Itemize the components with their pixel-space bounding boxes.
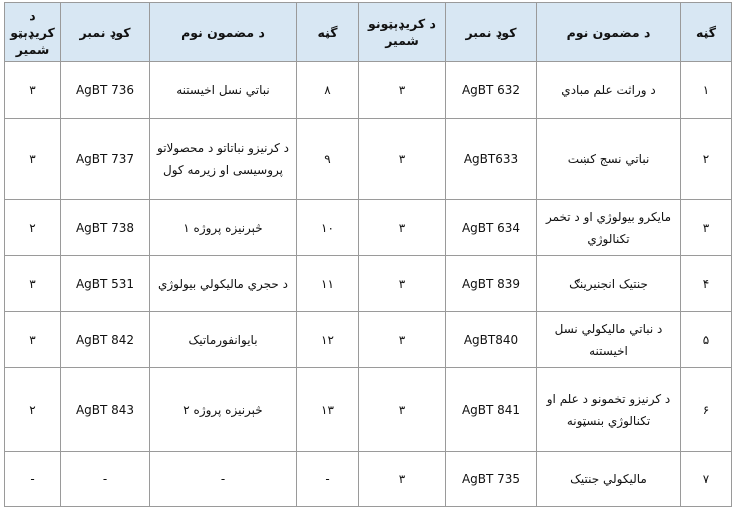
- course-title: نباتي نسج کښت: [537, 119, 681, 200]
- courses-table: [4, 2, 732, 507]
- course-code: AgBT840: [446, 312, 537, 368]
- course-title: څېرنیزه پروژه ۲: [150, 368, 297, 452]
- row-number: ۹: [297, 119, 359, 200]
- course-code: AgBT 843: [61, 368, 150, 452]
- row-number: ۱۳: [297, 368, 359, 452]
- header-title-left: د مضمون نوم: [150, 3, 297, 62]
- header-credits-left: د کریډېټو شمیر: [5, 3, 61, 62]
- row-number: ۳: [681, 200, 732, 256]
- credit-count: ۳: [359, 256, 446, 312]
- course-code: AgBT 531: [61, 256, 150, 312]
- row-number: ۱۲: [297, 312, 359, 368]
- course-title: د حجري مالیکولي بیولوژي: [150, 256, 297, 312]
- course-title: د کرنیزو تخمونو د علم او تکنالوژي بنسټونه: [537, 368, 681, 452]
- course-title: نباتي نسل اخیستنه: [150, 62, 297, 119]
- header-no-right: گڼه: [681, 3, 732, 62]
- course-title: د وراثت علم مبادي: [537, 62, 681, 119]
- header-credits-right: د کریډېټونو شمیر: [359, 3, 446, 62]
- course-title: بایوانفورماتیک: [150, 312, 297, 368]
- course-code: AgBT 738: [61, 200, 150, 256]
- course-code: AgBT 632: [446, 62, 537, 119]
- table-row: [5, 452, 732, 507]
- course-code: -: [61, 452, 150, 507]
- course-title: د نباتي مالیکولي نسل اخیستنه: [537, 312, 681, 368]
- course-title: مالیکولي جنتیک: [537, 452, 681, 507]
- course-code: AgBT 736: [61, 62, 150, 119]
- row-number: ۶: [681, 368, 732, 452]
- row-number: ۸: [297, 62, 359, 119]
- header-code-right: کوډ نمبر: [446, 3, 537, 62]
- course-title: د کرنیزو نباتاتو د محصولاتو پروسیسی او زیرمه کول: [150, 119, 297, 200]
- header-no-left: گڼه: [297, 3, 359, 62]
- credit-count: ۳: [359, 452, 446, 507]
- row-number: ۷: [681, 452, 732, 507]
- row-number: ۱۰: [297, 200, 359, 256]
- course-code: AgBT 634: [446, 200, 537, 256]
- table-row: [5, 200, 732, 256]
- credit-count: ۲: [5, 200, 61, 256]
- row-number: ۵: [681, 312, 732, 368]
- credit-count: ۳: [5, 256, 61, 312]
- header-row: [5, 3, 732, 62]
- row-number: ۱۱: [297, 256, 359, 312]
- table-row: [5, 312, 732, 368]
- header-code-left: کوډ نمبر: [61, 3, 150, 62]
- credit-count: ۳: [5, 62, 61, 119]
- course-code: AgBT 839: [446, 256, 537, 312]
- credit-count: ۲: [5, 368, 61, 452]
- header-title-right: د مضمون نوم: [537, 3, 681, 62]
- course-code: AgBT 735: [446, 452, 537, 507]
- credit-count: -: [5, 452, 61, 507]
- table-row: [5, 62, 732, 119]
- row-number: ۲: [681, 119, 732, 200]
- course-title: جنتیک انجنیرینګ: [537, 256, 681, 312]
- table-row: [5, 256, 732, 312]
- course-code: AgBT 841: [446, 368, 537, 452]
- credit-count: ۳: [5, 312, 61, 368]
- credit-count: ۳: [359, 312, 446, 368]
- row-number: -: [297, 452, 359, 507]
- credit-count: ۳: [359, 368, 446, 452]
- course-code: AgBT 737: [61, 119, 150, 200]
- course-code: AgBT 842: [61, 312, 150, 368]
- course-title: څېرنیزه پروژه ۱: [150, 200, 297, 256]
- credit-count: ۳: [5, 119, 61, 200]
- row-number: ۱: [681, 62, 732, 119]
- table-row: [5, 119, 732, 200]
- row-number: ۴: [681, 256, 732, 312]
- course-code: AgBT633: [446, 119, 537, 200]
- credit-count: ۳: [359, 119, 446, 200]
- course-title: -: [150, 452, 297, 507]
- credit-count: ۳: [359, 200, 446, 256]
- course-title: مایکرو بیولوژي او د تخمر تکنالوژي: [537, 200, 681, 256]
- table-row: [5, 368, 732, 452]
- credit-count: ۳: [359, 62, 446, 119]
